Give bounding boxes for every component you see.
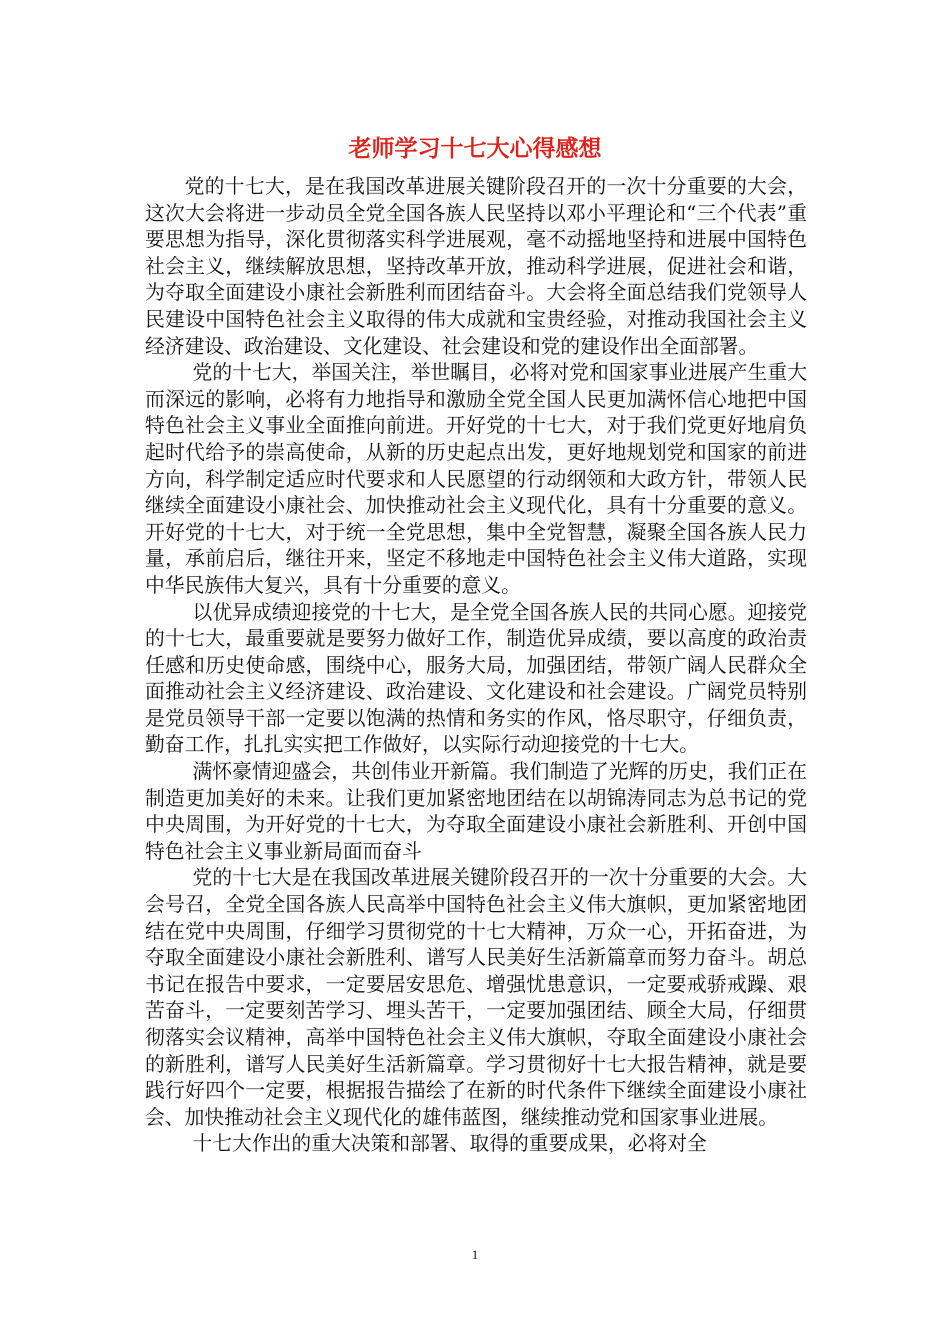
paragraph-3: 以优异成绩迎接党的十七大，是全党全国各族人民的共同心愿。迎接党的十七大，最重要就是要努力做好工作，制造优异成绩，要以高度的政治责任感和历史使命感，围绕中心，服务大局，加强团结，带领广阔人民群众全面推动社会主义经济建设、政治建设、文化建设和社会建设。广阔党员特别是党员领导干部一定要以饱满的热情和务实的作风，恪尽职守，仔细负责，勤奋工作，扎扎实实把工作做好，以实际行动迎接党的十七大。 [145, 600, 807, 757]
paragraph-1: 党的十七大，是在我国改革进展关键阶段召开的一次十分重要的大会，这次大会将进一步动员全党全国各族人民坚持以邓小平理论和“三个代表”重要思想为指导，深化贯彻落实科学进展观，毫不动摇地坚持和进展中国特色社会主义，继续解放思想，坚持改革开放，推动科学进展，促进社会和谐，为夺取全面建设小康社会新胜利而团结奋斗。大会将全面总结我们党领导人民建设中国特色社会主义取得的伟大成就和宝贵经验，对推动我国社会主义经济建设、政治建设、文化建设、社会建设和党的建设作出全面部署。 [145, 175, 807, 358]
document-title: 老师学习十七大心得感想 [348, 135, 602, 162]
page-number: 1 [471, 1247, 479, 1262]
paragraph-4: 满怀豪情迎盛会，共创伟业开新篇。我们制造了光辉的历史，我们正在制造更加美好的未来。让我们更加紧密地团结在以胡锦涛同志为总书记的党中央周围，为开好党的十七大，为夺取全面建设小康社会新胜利、开创中国特色社会主义事业新局面而奋斗 [145, 760, 807, 863]
paragraph-5: 党的十七大是在我国改革进展关键阶段召开的一次十分重要的大会。大会号召，全党全国各族人民高举中国特色社会主义伟大旗帜，更加紧密地团结在党中央周围，仔细学习贯彻党的十七大精神，万众一心，开拓奋进，为夺取全面建设小康社会新胜利、谱写人民美好生活新篇章而努力奋斗。胡总书记在报告中要求，一定要居安思危、增强忧患意识，一定要戒骄戒躁、艰苦奋斗，一定要刻苦学习、埋头苦干，一定要加强团结、顾全大局，仔细贯彻落实会议精神，高举中国特色社会主义伟大旗帜，夺取全面建设小康社会的新胜利，谱写人民美好生活新篇章。学习贯彻好十七大报告精神，就是要践行好四个一定要，根据报告描绘了在新的时代条件下继续全面建设小康社会、加快推动社会主义现代化的雄伟蓝图，继续推动党和国家事业进展。 [145, 866, 807, 1129]
document-body [145, 174, 807, 1158]
paragraph-6: 十七大作出的重大决策和部署、取得的重要成果，必将对全 [192, 1132, 707, 1156]
paragraph-2: 党的十七大，举国关注，举世瞩目，必将对党和国家事业进展产生重大而深远的影响，必将有力地指导和激励全党全国人民更加满怀信心地把中国特色社会主义事业全面推向前进。开好党的十七大，对于我们党更好地肩负起时代给予的崇高使命，从新的历史起点出发，更好地规划党和国家的前进方向，科学制定适应时代要求和人民愿望的行动纲领和大政方针，带领人民继续全面建设小康社会、加快推动社会主义现代化，具有十分重要的意义。开好党的十七大，对于统一全党思想，集中全党智慧，凝聚全国各族人民力量，承前启后，继往开来，坚定不移地走中国特色社会主义伟大道路，实现中华民族伟大复兴，具有十分重要的意义。 [145, 361, 807, 597]
